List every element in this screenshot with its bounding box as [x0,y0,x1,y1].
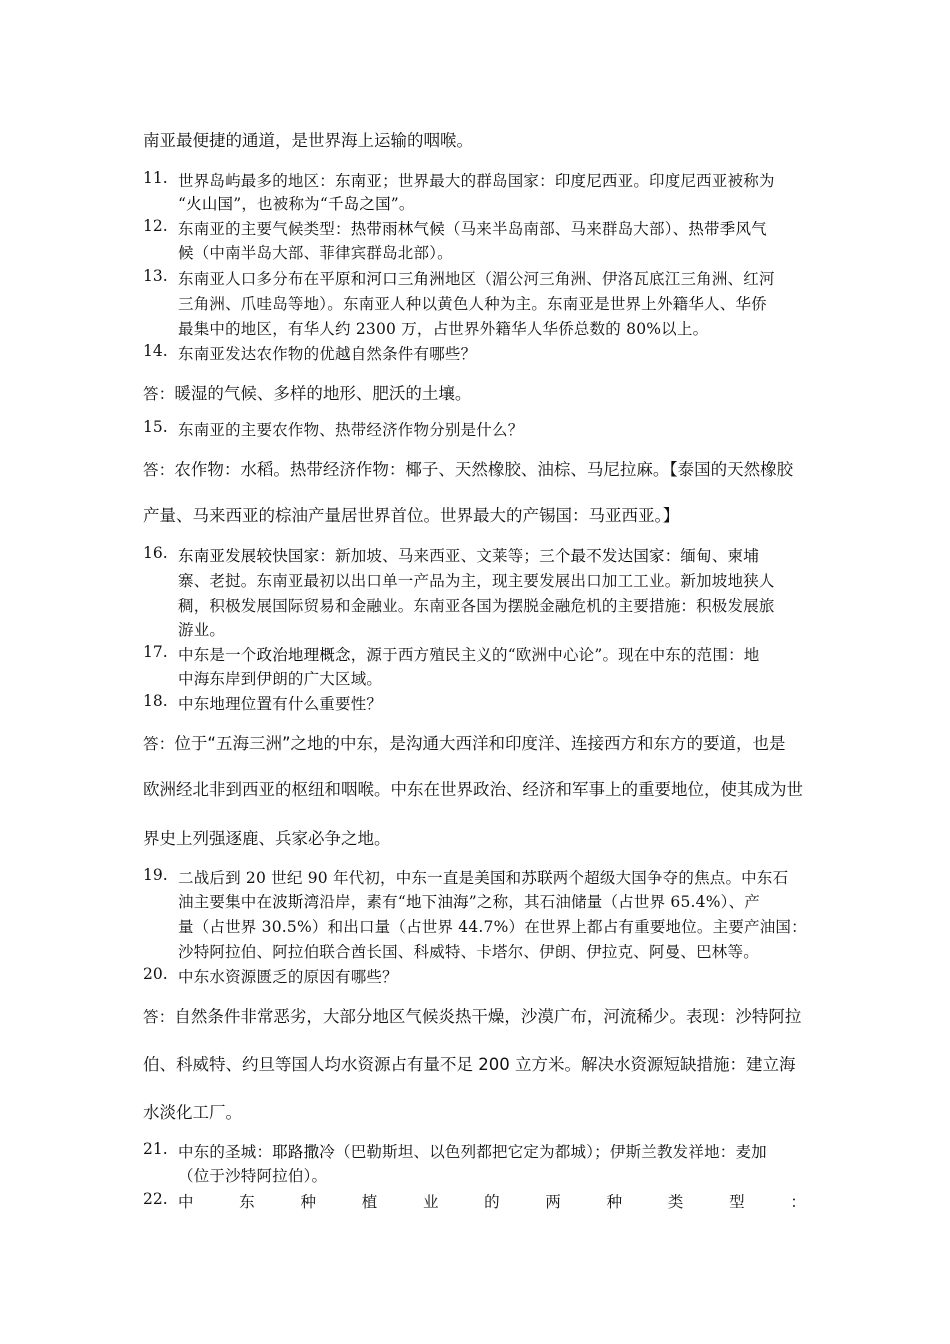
answer-14: 答：暖湿的气候、多样的地形、肥沃的土壤。 [143,384,472,403]
item-number: 16. [143,544,168,562]
spread-char: 两 [545,1193,561,1211]
answer-20: 答：自然条件非常恶劣，大部分地区气候炎热干燥，沙漠广布，河流稀少。表现：沙特阿拉 [143,1007,802,1026]
list-item-19-line: 二战后到 20 世纪 90 年代初，中东一直是美国和苏联两个超级大国争夺的焦点。中东石 [178,869,789,887]
spread-char: ： [790,1193,806,1211]
list-item-15-line: 东南亚的主要农作物、热带经济作物分别是什么？ [178,421,524,439]
answer-20-line: 伯、科威特、约旦等国人均水资源占有量不足 200 立方米。解决水资源短缺措施：建立海 [143,1055,796,1074]
list-item-21-line: （位于沙特阿拉伯）。 [178,1167,328,1185]
item-number: 15. [143,418,168,436]
list-item-19-line: 量（占世界 30.5%）和出口量（占世界 44.7%）在世界上都占有重要地位。主要产油国： [178,918,807,936]
item-number: 13. [143,267,168,285]
list-item-16-line: 东南亚发展较快国家：新加坡、马来西亚、文莱等；三个最不发达国家：缅甸、柬埔 [178,547,759,565]
list-item-20-line: 中东水资源匮乏的原因有哪些？ [178,968,398,986]
item-number: 21. [143,1140,168,1158]
list-item-13-line: 最集中的地区，有华人约 2300 万，占世界外籍华人华侨总数的 80%以上。 [178,320,709,338]
list-item-19-line: 油主要集中在波斯湾沿岸，素有“地下油海”之称，其石油储量（占世界 65.4%）、产 [178,893,760,911]
answer-18-line: 欧洲经北非到西亚的枢纽和咽喉。中东在世界政治、经济和军事上的重要地位，使其成为世 [143,780,803,799]
answer-18-line: 界史上列强逐鹿、兵家必争之地。 [143,829,391,848]
list-item-13-line: 东南亚人口多分布在平原和河口三角洲地区（湄公河三角洲、伊洛瓦底江三角洲、红河 [178,270,775,288]
answer-15: 答：农作物：水稻。热带经济作物：椰子、天然橡胶、油棕、马尼拉麻。【泰国的天然橡胶 [143,460,794,479]
item-number: 17. [143,643,168,661]
list-item-22-line [178,1190,806,1212]
spread-char: 东 [239,1193,255,1211]
list-item-17-line: 中东是一个政治地理概念，源于西方殖民主义的“欧洲中心论”。现在中东的范围：地 [178,646,760,664]
list-item-13-line: 三角洲、爪哇岛等地）。东南亚人种以黄色人种为主。东南亚是世界上外籍华人、华侨 [178,295,767,313]
spread-char: 业 [422,1193,439,1211]
list-item-12-line: 候（中南半岛大部、菲律宾群岛北部）。 [178,244,453,262]
list-item-11-line: “火山国”，也被称为“千岛之国”。 [178,195,415,213]
spread-char: 类 [667,1193,684,1211]
list-item-16-line: 稠，积极发展国际贸易和金融业。东南亚各国为摆脱金融危机的主要措施：积极发展旅 [178,597,775,615]
item-number: 14. [143,342,168,360]
spread-char: 的 [484,1193,500,1211]
list-item-18-line: 中东地理位置有什么重要性？ [178,695,383,713]
spread-char: 型 [729,1193,745,1211]
paragraph-line: 南亚最便捷的通道，是世界海上运输的咽喉。 [143,131,473,150]
list-item-17-line: 中海东岸到伊朗的广大区域。 [178,670,383,688]
spread-char: 种 [300,1193,316,1211]
item-number: 18. [143,692,168,710]
answer-15-line: 产量、马来西亚的棕油产量居世界首位。世界最大的产锡国：马亚西亚。】 [143,506,680,525]
list-item-14-line: 东南亚发达农作物的优越自然条件有哪些？ [178,345,477,363]
answer-20-line: 水淡化工厂。 [143,1103,242,1122]
list-item-16-line: 寨、老挝。东南亚最初以出口单一产品为主，现主要发展出口加工工业。新加坡地狭人 [178,572,775,590]
item-number: 20. [143,965,168,983]
list-item-16-line: 游业。 [178,621,226,639]
item-number: 11. [143,169,168,187]
item-number: 19. [143,866,168,884]
list-item-19-line: 沙特阿拉伯、阿拉伯联合酋长国、科威特、卡塔尔、伊朗、伊拉克、阿曼、巴林等。 [178,943,759,961]
spread-char: 种 [606,1193,623,1211]
spread-char: 植 [361,1193,378,1211]
spread-char: 中 [178,1193,194,1211]
answer-18: 答：位于“五海三洲”之地的中东，是沟通大西洋和印度洋、连接西方和东方的要道，也是 [143,734,786,753]
list-item-12-line: 东南亚的主要气候类型：热带雨林气候（马来半岛南部、马来群岛大部）、热带季风气 [178,220,767,238]
item-number: 12. [143,217,168,235]
list-item-11-line: 世界岛屿最多的地区：东南亚；世界最大的群岛国家：印度尼西亚。印度尼西亚被称为 [178,172,775,190]
list-item-21-line: 中东的圣城：耶路撒冷（巴勒斯坦、以色列都把它定为都城）；伊斯兰教发祥地：麦加 [178,1143,767,1161]
item-number: 22. [143,1190,168,1208]
